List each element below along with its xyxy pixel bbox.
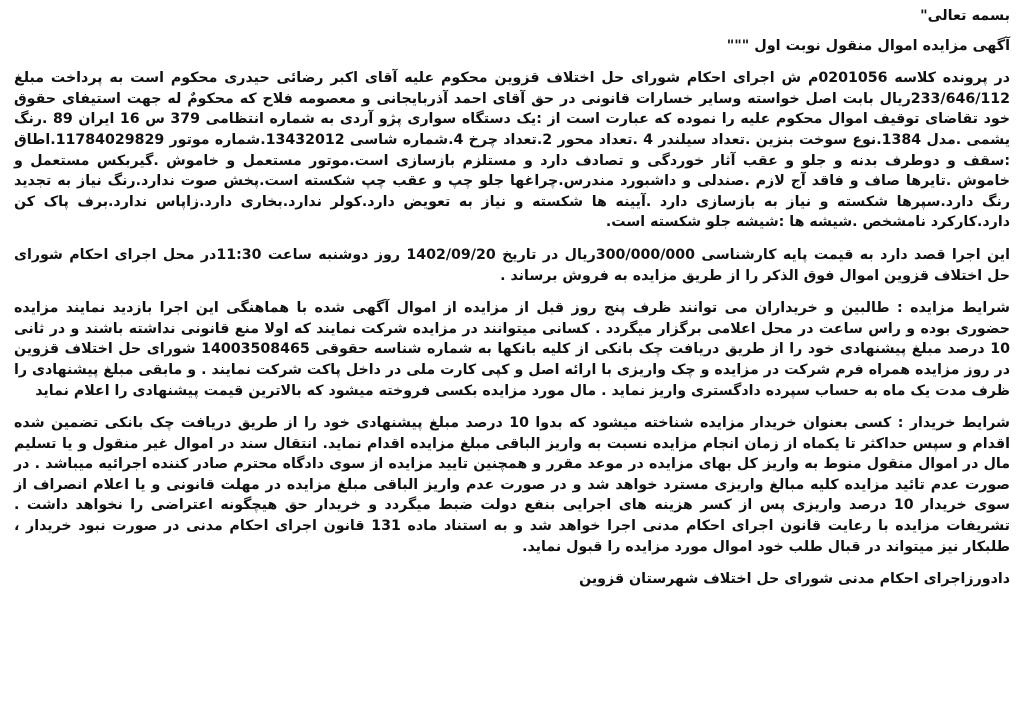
case-paragraph: در پرونده کلاسه 0201056م ش اجرای احکام شورای حل اختلاف قزوین محکوم علیه آقای اکبر رضائی حیدری محکوم است به پرداخت مبلغ 233/646/112ریال بابت اصل خواسته وسایر خسارات قانونی در حق آقای احمد آذربایجانی و معصومه فلاح که محکومٌ له جهت استیفای حقوق خود تقاضای توقیف اموال محکوم علیه را نموده که عبارت است از :یک دستگاه سواری پژو آردی به شماره انتظامی 379 س 16 ایران 89 .رنگ یشمی .مدل 1384.نوع سوخت بنزین .تعداد سیلندر 4 .تعداد محور 2.تعداد چرخ 4.شماره شاسی 13432012.شماره موتور 11784029829.اطاق :سقف و دوطرف بدنه و جلو و عقب آثار خوردگی و تصادف دارد و مستلزم بازسازی است.موتور مستعمل و خاموش .گیربکس مستعمل و خاموش .تایرها صاف و فاقد آج لازم .صندلی و داشبورد مندرس.چراغها جلو چپ و عقب چپ شکسته است.پخش صوت ندارد.رنگ نیاز به تجدید رنگ دارد.سپرها شکسته و نیاز به بازسازی دارد .آیینه ها شکسته و نیاز به تعویض دارد.کولر ندارد.بخاری دارد.زاپاس ندارد.برف پاک کن دارد.کارکرد نامشخص .شیشه ها :شیشه جلو شکسته است. xyxy=(14,70,1011,231)
buyer-conditions-paragraph: شرایط خریدار : کسی بعنوان خریدار مزایده شناخته میشود که بدوا 10 درصد مبلغ پیشنهادی خود را از طریق دریافت چک بانکی تضمین شده اقدام و سپس حداکثر تا یکماه از زمان انجام مزایده نسبت به واریز الباقی مبلغ مزایده اقدام نماید. انتقال سند در اموال غیر منقول و یا تسلیم مال در اموال منقول منوط به واریز کل بهای مزایده در موعد مقرر و همچنین تایید مزایده از سوی دادگاه محترم صادر کننده اجرائیه میباشد . در صورت عدم تائید مزایده کلیه مبالغ واریزی مسترد خواهد شد و در صورت عدم واریز الباقی مبلغ مزایده در مهلت قانونی و یا اعلام انصراف از سوی خریدار 10 درصد واریزی پس از کسر هزینه های اجرایی بنفع دولت ضبط میگردد و خریدار حق هیچگونه اعتراضی را نخواهد داشت . تشریفات مزایده با رعایت قانون اجرای احکام مدنی اجرا خواهد شد و به استناد ماده 131 قانون اجرای احکام مدنی در صورت نبود خریدار ، طلبکار نیز میتواند در قبال طلب خود اموال مورد مزایده را قبول نماید. xyxy=(14,415,1011,555)
auction-conditions-paragraph: شرایط مزایده : طالبین و خریداران می توانند ظرف پنج روز قبل از مزایده از اموال آگهی شده با هماهنگی این اجرا بازدید نمایند مزایده حضوری بوده و راس ساعت در محل اعلامی برگزار میگردد . کسانی میتوانند در مزایده شرکت نمایند که اولا منع قانونی نداشته باشند و در ثانی 10 درصد مبلغ پیشنهادی خود را از طریق دریافت چک بانکی از کلیه بانکها به شماره شناسه حقوقی 14003508465 شورای حل اختلاف قزوین در روز مزایده همراه فرم شرکت در مزایده و چک واریزی با ارائه اصل و کپی کارت ملی در داخل پاکت شرکت نمایند . و مابقی مبلغ پیشنهادی را ظرف مدت یک ماه به حساب سپرده دادگستری واریز نماید . مال مورد مزایده بکسی فروخته میشود که بالاترین قیمت پیشنهادی را اعلام نماید xyxy=(14,300,1011,399)
signature-line: دادورزاجرای احکام مدنی شورای حل اختلاف شهرستان قزوین xyxy=(579,571,1010,588)
auction-date-paragraph: این اجرا قصد دارد به قیمت پایه کارشناسی 300/000/000ریال در تاریخ 1402/09/20 روز دوشنبه ساعت 11:30در محل اجرای احکام شورای حل اختلاف قزوین اموال فوق الذکر را از طریق مزایده به فروش برساند . xyxy=(14,246,1010,284)
document-header: بسمه تعالی" xyxy=(920,8,1010,24)
document-title: آگهی مزایده اموال منقول نوبت اول """ xyxy=(726,37,1010,54)
